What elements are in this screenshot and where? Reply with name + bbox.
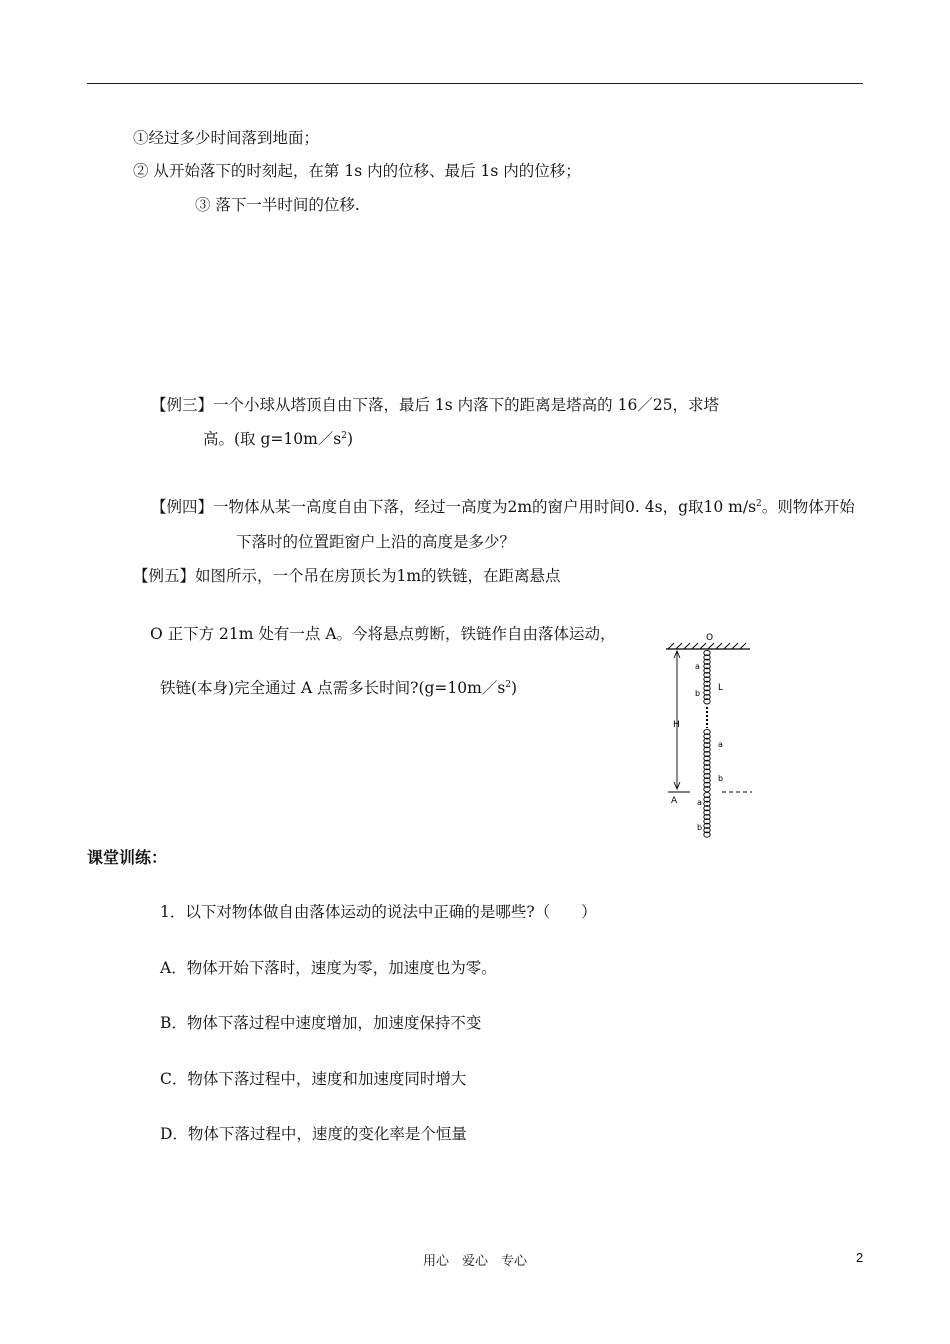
fig-label-a1: a <box>695 662 700 671</box>
example-5-line-3: 铁链(本身)完全通过 A 点需多长时间$?(g=10m/s^2)$ <box>160 679 518 697</box>
fig-label-b1: b <box>695 689 701 698</box>
fig-label-l: L <box>718 683 724 693</box>
question-item-2: ② 从开始落下的时刻起，在第 1s 内的位移、最后 1s 内的位移； <box>133 162 581 180</box>
mcq-question: 1．以下对物体做自由落体运动的说法中正确的是哪些?（ ） <box>160 903 597 921</box>
example-5-line-1: 【例五】如图所示，一个吊在房顶长为1m的铁链，在距离悬点 <box>133 567 561 585</box>
chain-top <box>704 650 710 704</box>
example-4-line-2: 下落时的位置距窗户上沿的高度是多少？ <box>236 533 516 551</box>
fig-label-a-point: A <box>671 796 678 806</box>
question-item-3: ③ 落下一半时间的位移. <box>195 196 360 214</box>
mcq-option-c: C．物体下落过程中，速度和加速度同时增大 <box>160 1070 467 1088</box>
chain-bottom <box>704 792 710 837</box>
chain-figure <box>660 628 760 843</box>
fig-label-a2: a <box>718 740 723 749</box>
page-number: 2 <box>856 1250 864 1265</box>
fig-label-b3: b <box>697 823 703 832</box>
page-footer: 用心 爱心 专心 <box>422 1254 527 1269</box>
fig-label-a3: a <box>697 798 702 807</box>
mcq-option-d: D．物体下落过程中，速度的变化率是个恒量 <box>160 1125 467 1143</box>
question-item-1: ①经过多少时间落到地面； <box>133 129 320 147</box>
mcq-option-a: A．物体开始下落时，速度为零，加速度也为零。 <box>160 959 497 977</box>
example-5-line-2: O 正下方 21m 处有一点 A。今将悬点剪断，铁链作自由落体运动， <box>150 625 616 643</box>
example-4-line-1: 【例四】一物体从某一高度自由下落，经过一高度为2m的窗户用时间0. 4s，g取10 $m/s^2$。则物体开始 <box>151 498 855 516</box>
section-title: 课堂训练： <box>87 848 168 867</box>
fig-label-o: O <box>706 633 714 643</box>
ceiling-hatch <box>668 643 746 649</box>
example-3-line-1: 【例三】一个小球从塔顶自由下落，最后 1s 内落下的距离是塔高的 16／25，求塔 <box>151 396 720 414</box>
example-3-line-2: 高。(取 $g=10m/s^2$) <box>203 430 354 448</box>
fig-label-b2: b <box>718 774 724 783</box>
mcq-option-b: B．物体下落过程中速度增加，加速度保持不变 <box>160 1014 482 1032</box>
chain-middle <box>704 729 710 791</box>
fig-label-h: H <box>673 720 680 730</box>
header-rule <box>87 83 863 84</box>
